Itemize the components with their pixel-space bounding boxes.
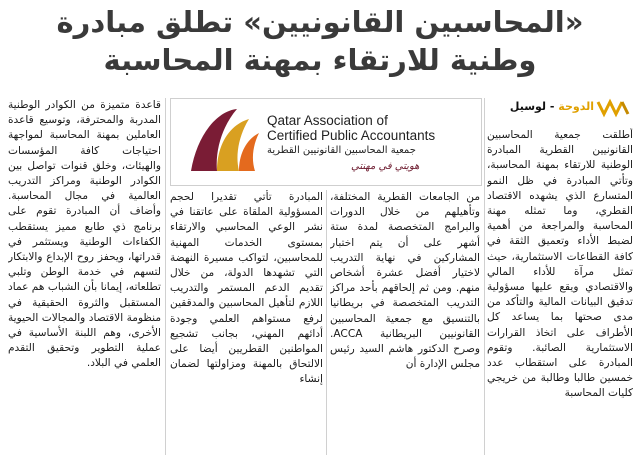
association-english-name xyxy=(267,113,435,143)
english-name-line-1: Qatar Association of xyxy=(267,113,388,128)
source-newspaper: - لوسيل xyxy=(509,100,555,113)
article-paragraph: قاعدة متميزة من الكوادر الوطنية المدربة والمحترفة، وتوسيع قاعدة العاملين بمهنة المحاسبة لمواجهة احتياجات كافة المؤسسات والهيئات، وخلق قنوات تواصل بين الكوادر الوطنية ومراكز التدريب العالمية في مجال المحاسبة. وأضاف أن المبادرة تقوم على برنامج ذي طابع مميز يستقطب الكفاءات الوطنية ويستثمر في قدراتها، ويحفز روح الإبداع والابتكار لتسهم في خدمة الوطن وتلبي تطلعاته، إيمانا بأن الشباب هم عماد المستقبل والثروة الحقيقية في منظومة الاقتصاد والمجالات الحيوية الأخرى، وهم اللبنة الأساسية في عملية التطوير وتحقيق التقدم العلمي في البلاد. xyxy=(8,99,161,370)
source-text xyxy=(510,100,594,113)
article-paragraph: من الجامعات القطرية المختلفة، وتأهيلهم من خلال الدورات والبرامج المتخصصة لمدة ستة أشهر على أن يتم اختبار المشاركين في نهاية التدريب لاختيار أفضل عشرة أشخاص منهم. ومن ثم إلحاقهم بأحد مراكز التدريب المتخصصة في بريطانيا بالتنسيق مع جمعية المحاسبين القانونيين البريطانية ACCA. وصرح الدكتور هاشم السيد رئيس مجلس الإدارة أن xyxy=(330,191,480,371)
article-paragraph: المبادرة تأتي تقديرا لحجم المسؤولية الملقاة على عاتقنا في نشر الوعي المحاسبي والارتقاء بمستوى الخدمات المهنية للمحاسبين، لتواكب مسيرة النهضة التي تشهدها الدولة، من خلال تقديم الدعم المستمر والتدريب اللازم لتأهيل المحاسبين والمدققين لرفع مستواهم العلمي وجودة أدائهم المهني، بجانب تشجيع المواطنين القطريين أيضا على الالتحاق بالمهنة ومزاولتها لضمان إنشاء xyxy=(170,191,323,386)
article-column-4 xyxy=(8,98,161,455)
column-divider xyxy=(326,190,327,455)
english-name-line-2: Certified Public Accountants xyxy=(267,128,436,143)
source-credit xyxy=(500,98,634,120)
article-column-1 xyxy=(487,128,633,455)
association-logo-box xyxy=(170,98,482,186)
association-arabic-name: جمعية المحاسبين القانونيين القطرية xyxy=(267,145,416,156)
headline-line-1: «المحاسبين القانونيين» تطلق مبادرة xyxy=(56,5,584,39)
headline-line-2: وطنية للارتقاء بمهنة المحاسبة xyxy=(103,43,537,77)
column-divider xyxy=(484,98,485,455)
article-column-2 xyxy=(330,190,480,455)
article-column-3 xyxy=(170,190,323,455)
article-paragraph: أطلقت جمعية المحاسبين القانونيين القطرية المبادرة الوطنية للارتقاء بمهنة المحاسبة، وتأتي المبادرة في ظل النمو المتسارع الذي يشهده الاقتصاد القطري، وما تمثله مهنة المحاسبة والمراجعة من أهمية لضبط الأداء وتعميق الثقة في كافة القطاعات الاستثمارية، حيث تمثل مرآة للأداء المالي والاقتصادي ويقع عليها مسؤولية تدقيق البيانات المالية والتأكد من مدى صحتها بما يساعد كل الأطراف على اتخاذ القرارات الاستثمارية الصائبة. وتقوم المبادرة على استقطاب عدد خمسين طالبا وطالبة من خريجي كليات المحاسبة xyxy=(487,129,633,400)
source-city: الدوحة xyxy=(558,100,594,113)
lusail-logo-icon xyxy=(596,98,630,118)
association-motto: هويتي في مهنتي xyxy=(351,161,420,172)
qacpa-emblem-icon xyxy=(187,105,263,177)
column-divider xyxy=(165,98,166,455)
